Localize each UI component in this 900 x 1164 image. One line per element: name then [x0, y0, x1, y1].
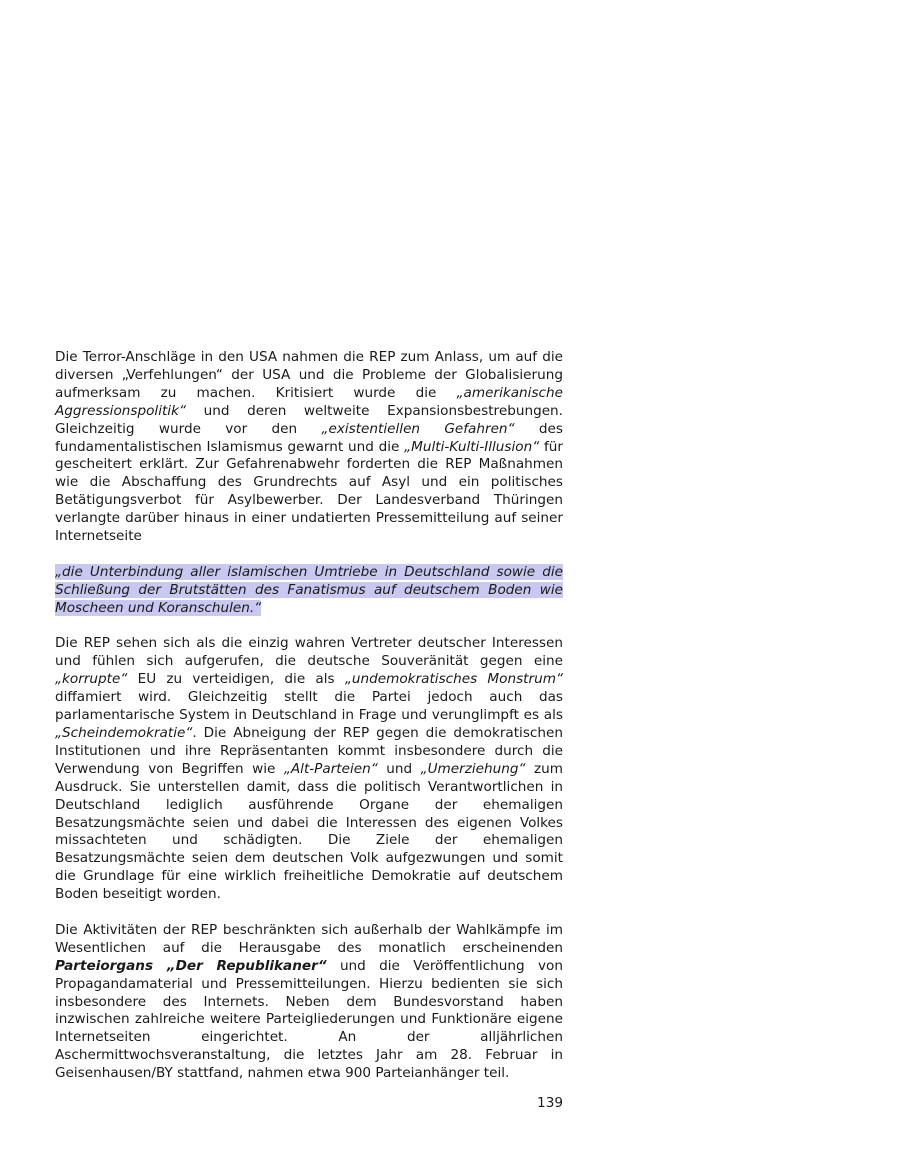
emphasis: „Umerziehung“: [420, 760, 526, 777]
paragraph-rep-activities: [55, 922, 563, 1083]
text: EU zu verteidigen, die als: [127, 671, 345, 688]
emphasis: „Multi-Kulti-Illusion“: [404, 438, 540, 455]
emphasis: „korrupte“: [55, 671, 128, 688]
emphasis: „existentiellen Gefahren“: [321, 420, 515, 437]
highlighted-quote-paragraph: [55, 564, 563, 618]
text: für gescheitert erklärt. Zur Gefahrenabwehr forderten die REP Maßnahmen wie die Abschaffung des Grundrechts auf Asyl und ein politisches Betätigungsverbot für Asylbewerber. Der Landesverband Thüringen verlangte darüber hinaus in einer undatierten Pressemitteilung auf seiner Internetseite: [55, 438, 564, 545]
text: und die Veröffentlichung von Propagandamaterial und Pressemitteilungen. Hierzu bedienten sie sich insbesondere des Internets. Neben dem Bundesvorstand haben inzwischen zahlreiche weitere Parteigliederungen und Funktionäre eigene Internetseiten eingerichtet. An der alljährlichen Aschermittwochsveranstaltung, die letztes Jahr am 28. Februar in Geisenhausen/BY stattfand, nahmen etwa 900 Parteianhänger teil.: [55, 957, 563, 1082]
text: zum Ausdruck. Sie unterstellen damit, dass die politisch Verantwortlichen in Deutschland lediglich ausführende Organe der ehemaligen Besatzungsmächte seien und dabei die Interessen des eigenen Volkes missachteten und schädigten. Die Ziele der ehemaligen Besatzungsmächte seien dem deutschen Volk aufgezwungen und somit die Grundlage für eine wirklich freiheitliche Demokratie auf deutschem Boden beseitigt worden.: [55, 760, 563, 903]
emphasis: „amerikanische Aggressionspolitik“: [55, 384, 563, 419]
highlighted-quote: „die Unterbindung aller islamischen Umtriebe in Deutschland sowie die Schließung der Brutstätten des Fanatismus auf deutschem Boden wie Moscheen und Koranschulen.“: [55, 563, 563, 616]
text: Die Aktivitäten der REP beschränkten sich außerhalb der Wahlkämpfe im Wesentlichen auf die Herausgabe des monatlich erscheinenden: [55, 921, 563, 956]
emphasis: „Scheindemokratie“: [55, 725, 193, 741]
text: . Die Abneigung der REP gegen die demokratischen Institutionen und ihre Repräsentanten kommt insbesondere durch die Verwendung von Begriffen wie: [55, 725, 563, 777]
text: Die REP sehen sich als die einzig wahren Vertreter deutscher Interessen und fühlen sich aufgerufen, die deutsche Souveränität gegen eine: [55, 635, 563, 670]
text: Die Terror-Anschläge in den USA nahmen die REP zum Anlass, um auf die diversen „Verfehlungen“ der USA und die Probleme der Globalisierung aufmerksam zu machen. Kritisiert wurde die: [55, 349, 563, 401]
paragraph-terror-attacks: [55, 349, 563, 546]
emphasis: „undemokratisches Monstrum“: [344, 671, 563, 688]
text: des fundamentalistischen Islamismus gewarnt und die: [55, 420, 563, 455]
text: und deren weltweite Expansionsbestrebungen. Gleichzeitig wurde vor den: [55, 402, 563, 437]
bold-emphasis: Parteiorgans „Der Republikaner“: [55, 957, 327, 974]
paragraph-rep-interests: [55, 635, 563, 904]
text: und: [377, 760, 421, 777]
text: diffamiert wird. Gleichzeitig stellt die Partei jedoch auch das parlamentarische System in Deutschland in Frage und verunglimpft es als: [55, 689, 563, 724]
page-body: [55, 349, 563, 1101]
page-number: 139: [537, 1095, 563, 1111]
emphasis: „Alt-Parteien“: [283, 760, 378, 777]
